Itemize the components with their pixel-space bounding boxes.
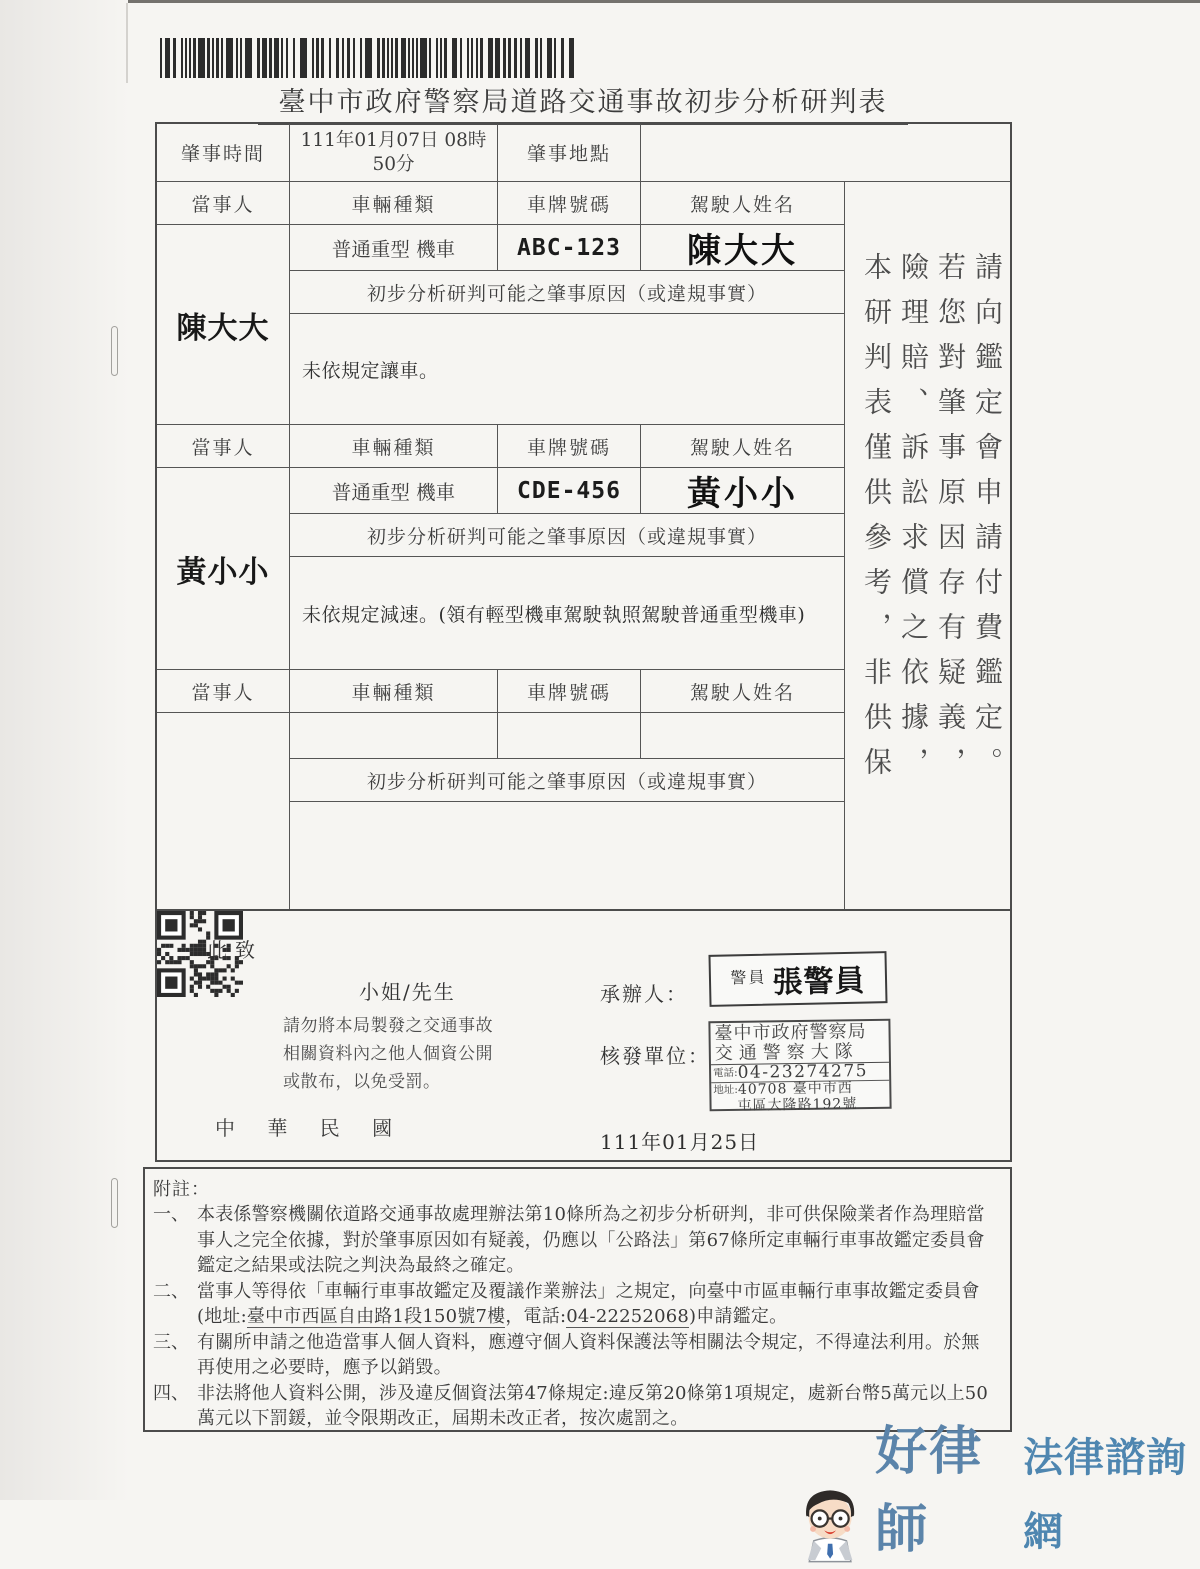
party2-vehicle-row — [290, 468, 844, 514]
plate-no-label: 車牌號碼 — [498, 425, 641, 467]
advisory-col-2: 險理賠、訴訟求償之依據， — [897, 252, 930, 792]
driver-name-label: 駕駛人姓名 — [689, 681, 795, 704]
phone-label: 電話: — [713, 1066, 738, 1080]
party3-vehicle — [290, 713, 498, 758]
scan-edge-line — [126, 3, 128, 83]
accident-location-value — [641, 124, 1010, 181]
party1-body — [157, 225, 844, 425]
advisory-col-3: 若您對肇事原因存有疑義， — [934, 252, 967, 792]
party-label: 當事人 — [157, 425, 290, 467]
issue-date: 111年01月25日 — [600, 1130, 760, 1154]
address-label: 地址: — [713, 1083, 738, 1097]
privacy-line-1: 請勿將本局製發之交通事故 — [283, 1016, 493, 1036]
party3-cause — [290, 802, 844, 909]
party1-driver: 陳大大 — [687, 231, 798, 271]
brand-name: 好律師 — [875, 1422, 984, 1560]
brand-suffix: 法律諮詢網 — [1023, 1435, 1188, 1555]
address-line1: 40708 臺中市西 — [737, 1080, 853, 1098]
parties-area — [157, 182, 844, 909]
issuing-unit-stamp — [708, 1019, 891, 1112]
party3-vehicle-row — [290, 713, 844, 759]
party3-name — [157, 713, 290, 909]
note-item-3 — [153, 1330, 1000, 1381]
scan-left-shadow — [0, 0, 130, 1500]
cause-header: 初步分析研判可能之肇事原因（或違規事實） — [290, 514, 844, 557]
party3-header-row — [157, 670, 844, 713]
party3-body — [157, 713, 844, 909]
party1-vehicle: 普通重型 機車 — [290, 225, 498, 270]
plate-no-label: 車牌號碼 — [498, 670, 641, 712]
note-prefix: 四、 — [153, 1382, 189, 1404]
party-label: 當事人 — [157, 670, 290, 712]
accident-time-row — [157, 124, 1010, 182]
driver-name-label: 駕駛人姓名 — [689, 436, 795, 459]
party3-driver — [641, 713, 844, 758]
scan-top-edge — [128, 0, 1200, 3]
salutation: 此致 — [207, 938, 263, 962]
officer-stamp — [708, 951, 887, 1007]
accident-time-line1: 111年01月07日 08時 — [300, 129, 487, 151]
privacy-line-3: 或散布，以免受罰。 — [283, 1072, 441, 1092]
party2-header-row — [157, 425, 844, 468]
note-prefix: 二、 — [153, 1280, 189, 1302]
driver-name-label: 駕駛人姓名 — [689, 193, 795, 216]
party2-vehicle: 普通重型 機車 — [290, 468, 498, 513]
issuing-unit-phone — [711, 1063, 889, 1082]
party-label: 當事人 — [157, 182, 290, 224]
cause-header: 初步分析研判可能之肇事原因（或違規事實） — [290, 271, 844, 314]
cause-header: 初步分析研判可能之肇事原因（或違規事實） — [290, 759, 844, 802]
party2-plate: CDE-456 — [498, 468, 641, 513]
document-title: 臺中市政府警察局道路交通事故初步分析研判表 — [258, 80, 908, 125]
notes-section — [143, 1167, 1012, 1432]
note-prefix: 三、 — [153, 1331, 189, 1353]
party1-cause: 未依規定讓車。 — [302, 359, 439, 382]
accident-time-line2: 50分 — [372, 153, 415, 175]
accident-time-value — [290, 124, 498, 181]
table-body — [157, 182, 1010, 909]
note-item-1 — [153, 1202, 1000, 1279]
party2-driver: 黃小小 — [687, 474, 798, 514]
paper-clip-mark — [111, 1178, 118, 1228]
footer-logo — [793, 1413, 1200, 1569]
officer-rank: 警員 — [730, 967, 767, 987]
party2-body — [157, 468, 844, 670]
paper-clip-mark — [111, 326, 118, 376]
accident-location-label: 肇事地點 — [498, 124, 641, 181]
party1-vehicle-row — [290, 225, 844, 271]
party2-name: 黃小小 — [157, 468, 290, 669]
officer-name: 張警員 — [772, 963, 866, 1001]
vehicle-type-label: 車輛種類 — [290, 182, 498, 224]
advisory-col-4: 請向鑑定會申請付費鑑定。 — [971, 252, 1004, 792]
issuing-unit-line1: 臺中市政府警察局 — [714, 1021, 867, 1045]
note-item-2 — [153, 1279, 1000, 1330]
officer-label: 承辦人： — [600, 982, 688, 1006]
advisory-col-1: 本研判表僅供參考，非供保 — [860, 252, 893, 792]
lawyer-mascot-icon — [793, 1477, 867, 1569]
note-text: 有關所申請之他造當事人個人資料，應遵守個人資料保護法等相關法令規定，不得違法利用。於無再使用之必要時，應予以銷毀。 — [197, 1331, 980, 1378]
note-prefix: 一、 — [153, 1204, 189, 1225]
addressee: 小姐/先生 — [359, 980, 456, 1004]
phone-number: 04-23274275 — [737, 1061, 869, 1083]
issuing-unit-line2: 交通警察大隊 — [711, 1042, 889, 1065]
notes-heading: 附註： — [153, 1179, 210, 1200]
notes-list — [153, 1202, 1000, 1432]
issuing-unit-label: 核發單位： — [600, 1044, 710, 1068]
accident-table — [155, 122, 1012, 911]
note-text: 非法將他人資料公開，涉及違反個資法第47條規定:違反第20條第1項規定，處新台幣5萬元以上50萬元以下罰鍰，並令限期改正，屆期未改正者，按次處罰之。 — [197, 1382, 989, 1429]
era-label: 中 華 民 國 — [215, 1116, 393, 1140]
vehicle-type-label: 車輛種類 — [290, 425, 498, 467]
privacy-line-2: 相關資料內之他人個資公開 — [283, 1044, 493, 1064]
plate-no-label: 車牌號碼 — [498, 182, 641, 224]
party3-plate — [498, 713, 641, 758]
privacy-note — [283, 1012, 508, 1096]
party2-cause: 未依規定減速。(領有輕型機車駕駛執照駕駛普通重型機車) — [302, 603, 806, 626]
party1-name: 陳大大 — [157, 225, 290, 424]
address-line2: 屯區大隆路192號 — [737, 1096, 858, 1114]
party1-header-row — [157, 182, 844, 225]
party1-plate: ABC-123 — [498, 225, 641, 270]
vehicle-type-label: 車輛種類 — [290, 670, 498, 712]
vertical-advisory-note — [844, 182, 1014, 909]
note-text: 本表係警察機關依道路交通事故處理辦法第10條所為之初步分析研判，非可供保險業者作為理賠當事人之完全依據，對於肇事原因如有疑義，仍應以「公路法」第67條所定車輛行車事故鑑定委員會鑑定之結果或法院之判決為最終之確定。 — [197, 1204, 985, 1276]
note-text: 當事人等得依「車輛行車事故鑑定及覆議作業辦法」之規定，向臺中市區車輛行車事故鑑定委員會(地址:臺中市西區自由路1段150號7樓，電話:04-22252068)申請鑑定。 — [197, 1280, 980, 1327]
closing-section — [155, 908, 1012, 1162]
barcode — [160, 38, 578, 78]
accident-time-label: 肇事時間 — [157, 124, 290, 181]
